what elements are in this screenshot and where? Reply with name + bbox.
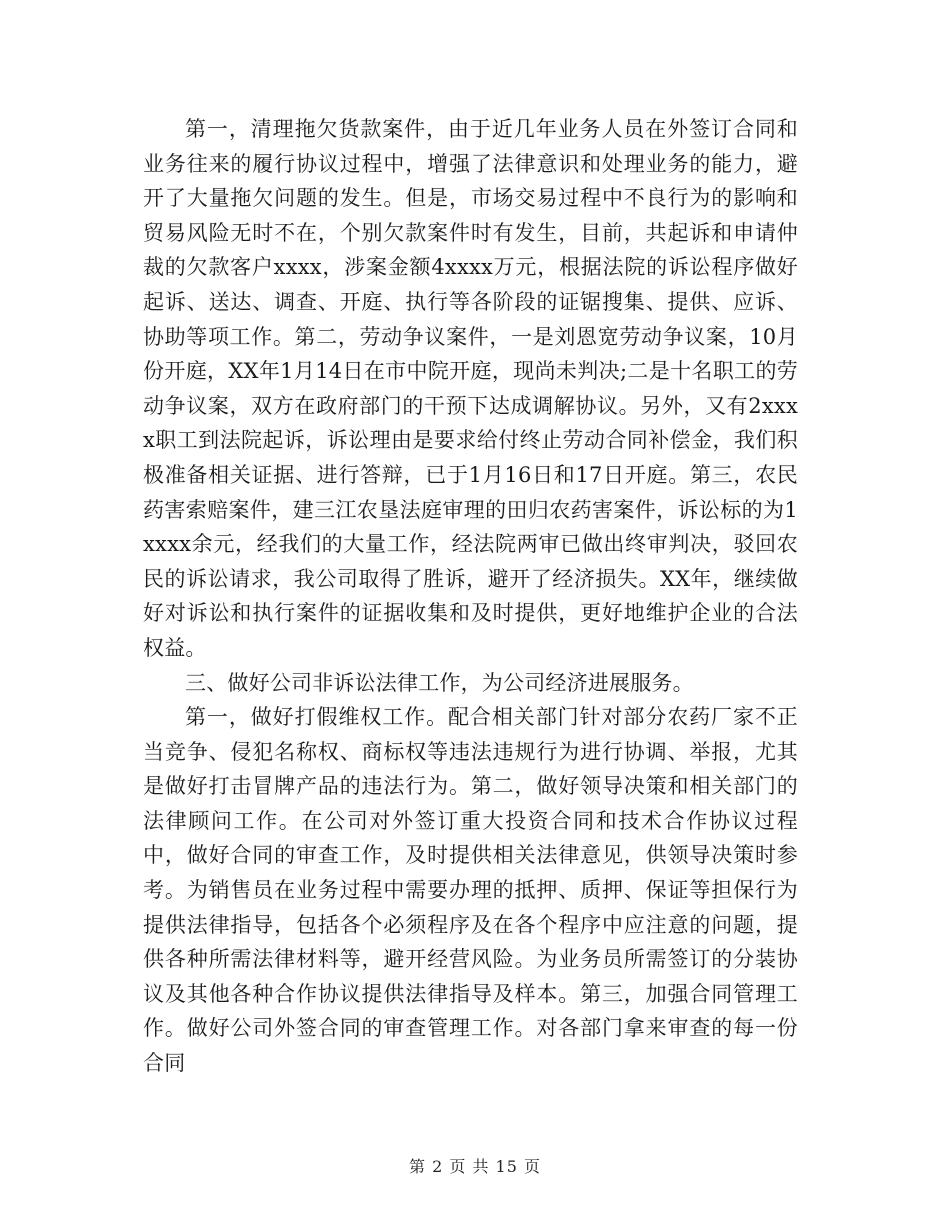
paragraph-litigation-cases: 第一，清理拖欠货款案件，由于近几年业务人员在外签订合同和业务往来的履行协议过程中，增强了法律意识和处理业务的能力，避开了大量拖欠问题的发生。但是，市场交易过程中不良行为的影响和贸易风险无时不在，个别欠款案件时有发生，目前，共起诉和申请仲裁的欠款客户xxxx，涉案金额4xxxx万元，根据法院的诉讼程序做好起诉、送达、调查、开庭、执行等各阶段的证锯搜集、提供、应诉、协助等项工作。第二，劳动争议案件，一是刘恩宽劳动争议案，10月份开庭，XX年1月14日在市中院开庭，现尚未判决;二是十名职工的劳动争议案，双方在政府部门的干预下达成调解协议。另外，又有2xxxx职工到法院起诉，诉讼理由是要求给付终止劳动合同补偿金，我们积极准备相关证据、进行答辩，已于1月16日和17日开庭。第三，农民药害索赔案件，建三江农垦法庭审理的田归农药害案件，诉讼标的为1xxxx余元，经我们的大量工作，经法院两审已做出终审判决，驳回农民的诉讼请求，我公司取得了胜诉，避开了经济损失。XX年，继续做好对诉讼和执行案件的证据收集和及时提供，更好地维护企业的合法权益。 <box>143 117 798 660</box>
paragraph-section-heading: 三、做好公司非诉讼法律工作，为公司经济进展服务。 <box>185 670 694 695</box>
paragraph-non-litigation-work: 第一，做好打假维权工作。配合相关部门针对部分农药厂家不正当竞争、侵犯名称权、商标权等违法违规行为进行协调、举报，尤其是做好打击冒牌产品的违法行为。第二，做好领导决策和相关部门的法律顾问工作。在公司对外签订重大投资合同和技术合作协议过程中，做好合同的审查工作，及时提供相关法律意见，供领导决策时参考。为销售员在业务过程中需要办理的抵押、质押、保证等担保行为提供法律指导，包括各个必须程序及在各个程序中应注意的问题，提供各种所需法律材料等，避开经营风险。为业务员所需签订的分装协议及其他各种合作协议提供法律指导及样本。第三，加强合同管理工作。做好公司外签合同的审查管理工作。对各部门拿来审查的每一份合同 <box>143 705 798 1076</box>
document-body <box>143 112 798 1081</box>
page-number-footer: 第 2 页 共 15 页 <box>409 1157 541 1176</box>
